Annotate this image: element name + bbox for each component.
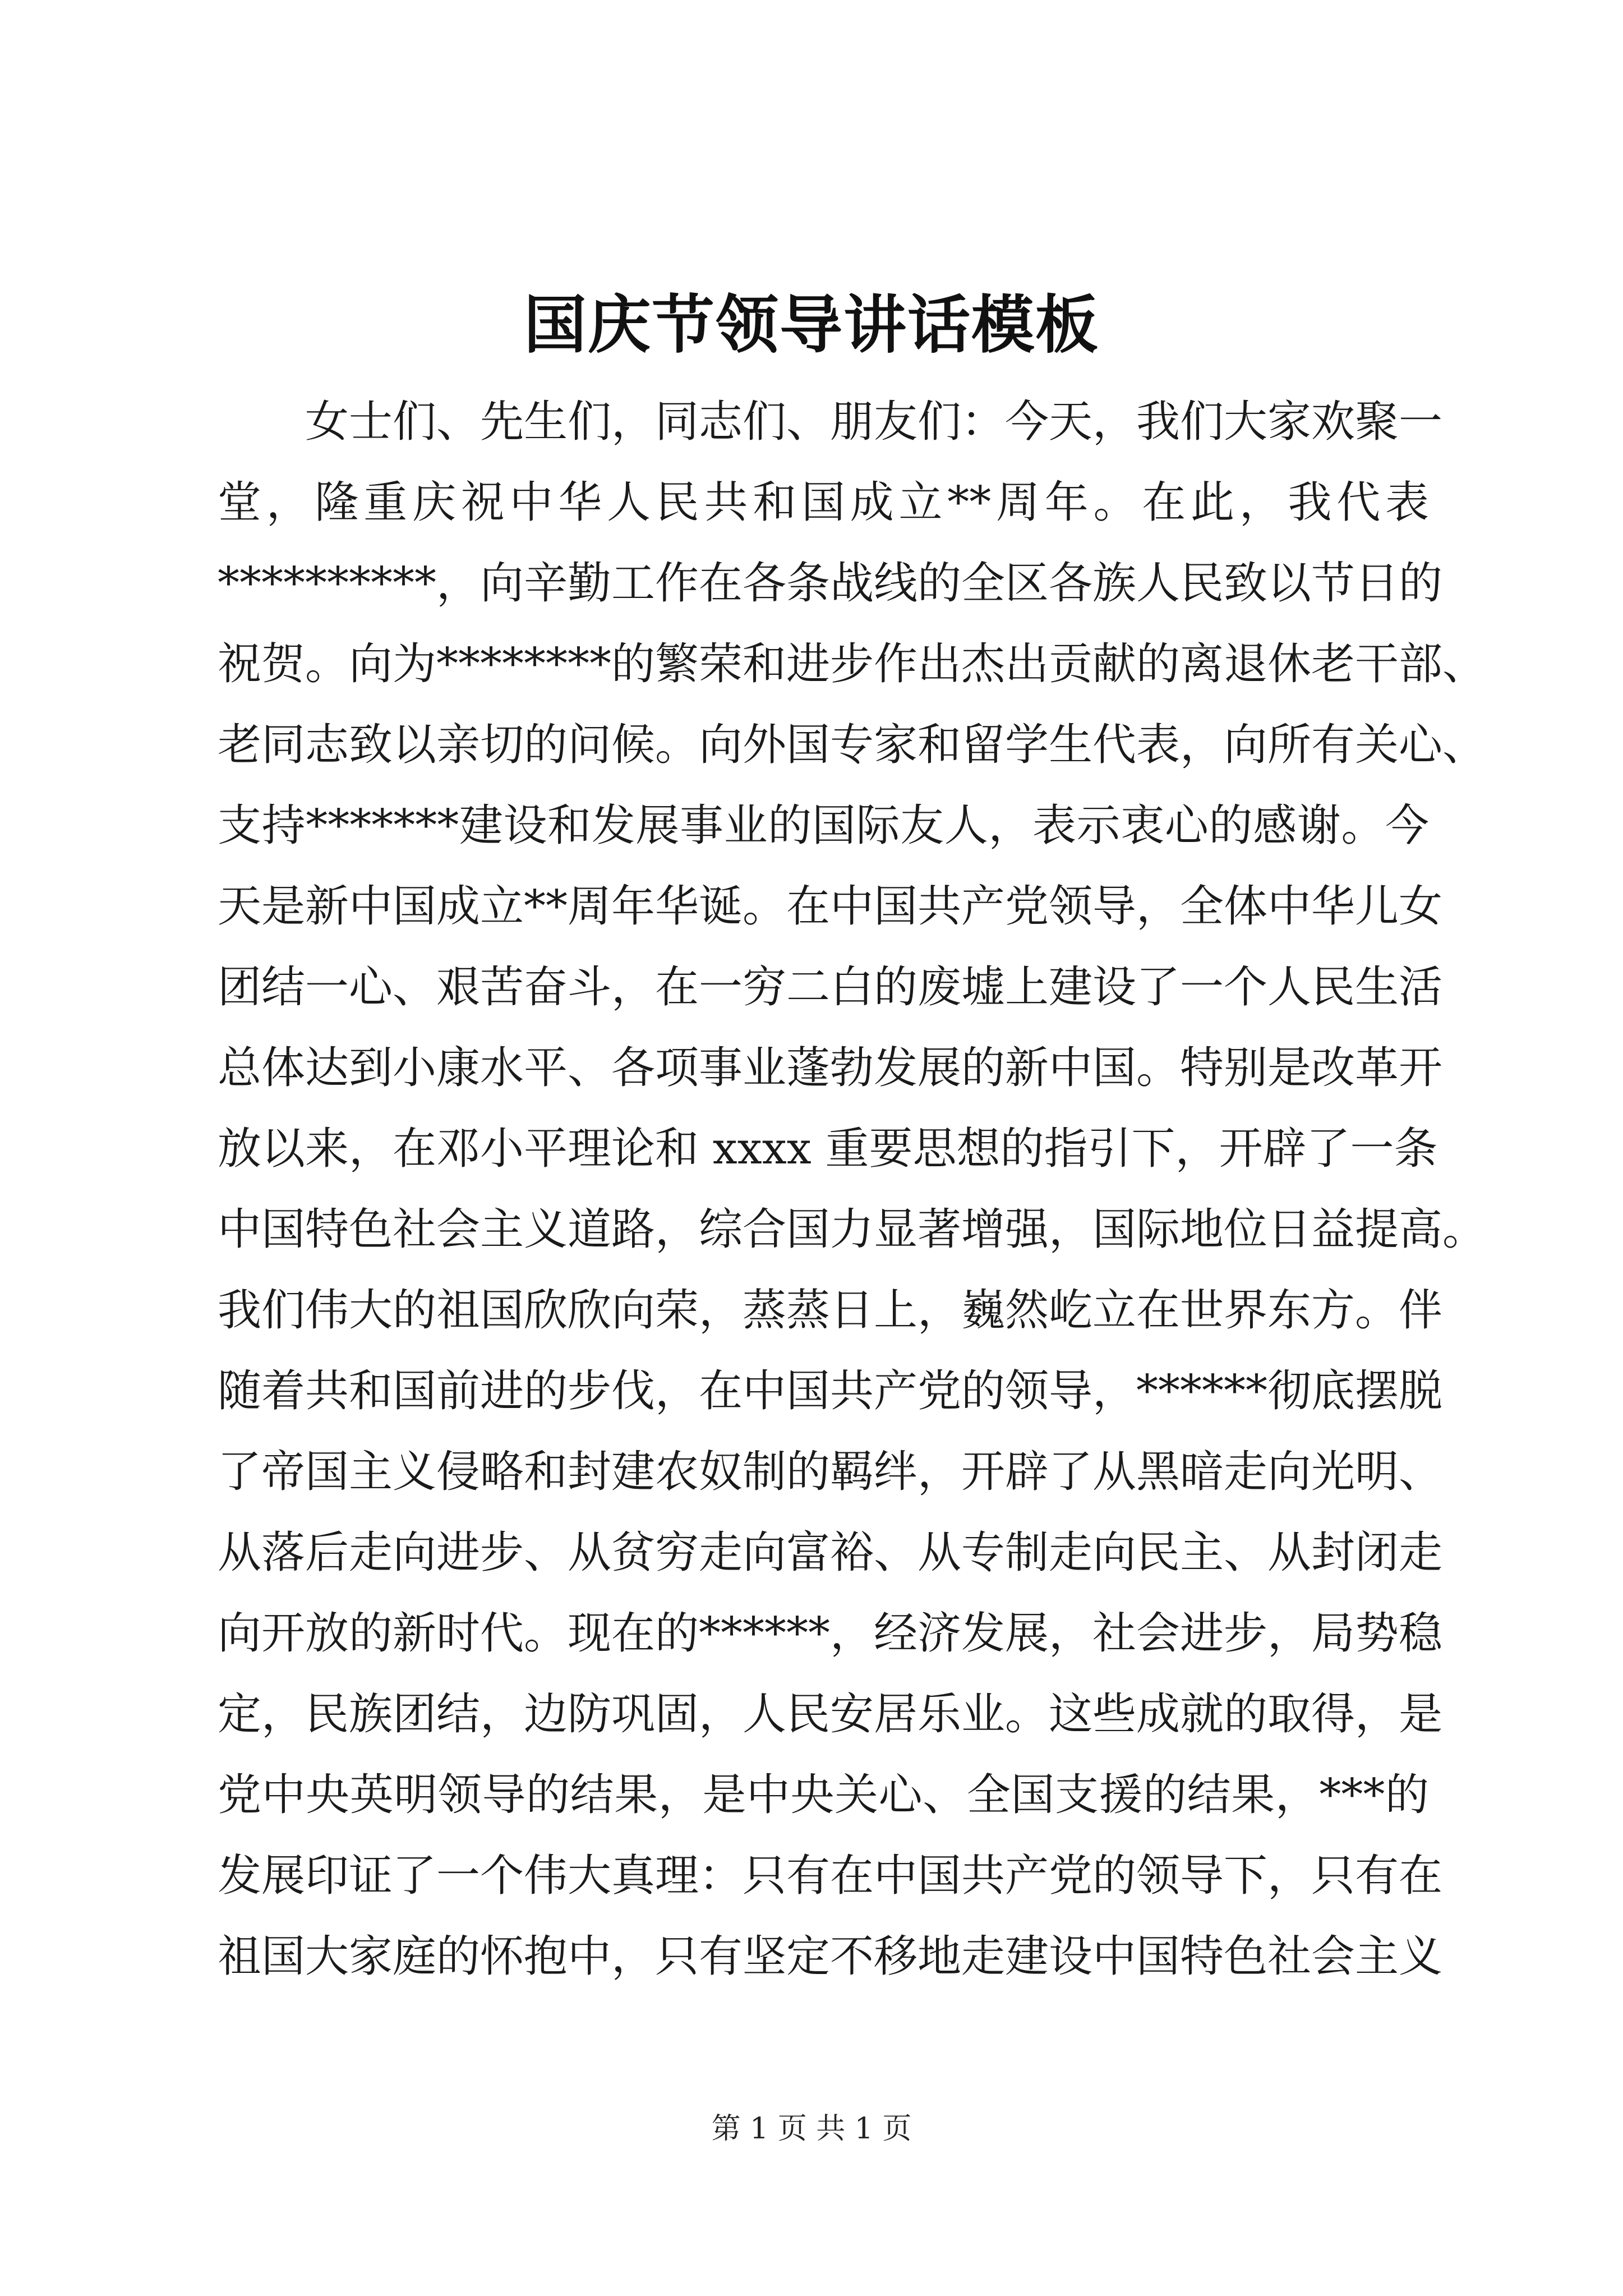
body-line: 发展印证了一个伟大真理：只有在中国共产党的领导下，只有在	[218, 1851, 1443, 1901]
body-line: 定，民族团结，边防巩固，人民安居乐业。这些成就的取得，是	[218, 1689, 1443, 1740]
page-number-footer: 第 1 页 共 1 页	[711, 2112, 912, 2146]
body-line: 从落后走向进步、从贫穷走向富裕、从专制走向民主、从封闭走	[218, 1527, 1443, 1578]
body-line: 中国特色社会主义道路，综合国力显著增强，国际地位日益提高。	[218, 1204, 1487, 1255]
body-line: 了帝国主义侵略和封建农奴制的羁绊，开辟了从黑暗走向光明、	[218, 1447, 1443, 1497]
body-line: 放以来，在邓小平理论和 xxxx 重要思想的指引下，开辟了一条	[218, 1124, 1438, 1174]
document-body	[218, 381, 1487, 1997]
body-line: 祝贺。向为********的繁荣和进步作出杰出贡献的离退休老干部、	[218, 639, 1487, 689]
body-line: 女士们、先生们，同志们、朋友们：今天，我们大家欢聚一	[305, 397, 1443, 447]
document-title: 国庆节领导讲话模板	[524, 288, 1099, 362]
body-line: 堂，隆重庆祝中华人民共和国成立**周年。在此，我代表	[218, 477, 1429, 528]
body-line: 团结一心、艰苦奋斗，在一穷二白的废墟上建设了一个人民生活	[218, 962, 1443, 1013]
body-line: 我们伟大的祖国欣欣向荣，蒸蒸日上，巍然屹立在世界东方。伴	[218, 1285, 1443, 1336]
body-line: 随着共和国前进的步伐，在中国共产党的领导，******彻底摆脱	[218, 1366, 1443, 1416]
body-line: **********，向辛勤工作在各条战线的全区各族人民致以节日的	[218, 558, 1443, 609]
body-line: 祖国大家庭的怀抱中，只有坚定不移地走建设中国特色社会主义	[218, 1931, 1443, 1982]
body-line: 天是新中国成立**周年华诞。在中国共产党领导，全体中华儿女	[218, 881, 1443, 932]
body-line: 总体达到小康水平、各项事业蓬勃发展的新中国。特别是改革开	[218, 1043, 1443, 1093]
body-line: 老同志致以亲切的问候。向外国专家和留学生代表，向所有关心、	[218, 720, 1487, 770]
body-line: 支持*******建设和发展事业的国际友人，表示衷心的感谢。今	[218, 800, 1429, 851]
body-line: 党中央英明领导的结果，是中央关心、全国支援的结果，***的	[218, 1770, 1429, 1820]
body-line: 向开放的新时代。现在的******，经济发展，社会进步，局势稳	[218, 1608, 1443, 1659]
